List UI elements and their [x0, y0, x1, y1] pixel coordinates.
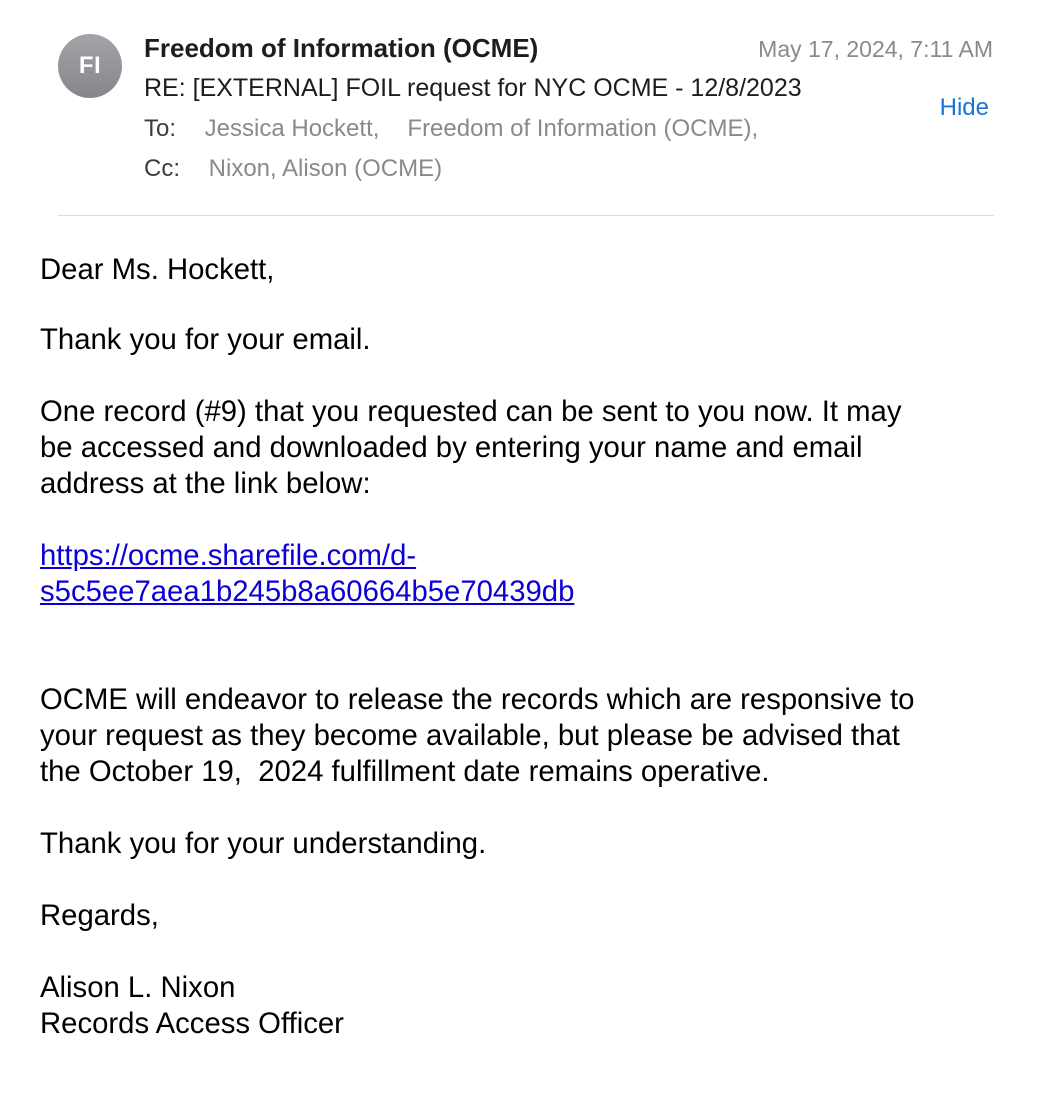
to-row	[144, 115, 758, 143]
signature-name: Alison L. Nixon	[40, 971, 236, 1004]
signature-title: Records Access Officer	[40, 1007, 344, 1040]
message-subject: RE: [EXTERNAL] FOIL request for NYC OCME - 12/8/2023	[144, 74, 802, 102]
release-line: OCME will endeavor to release the records which are responsive to	[40, 683, 915, 716]
signature	[40, 970, 344, 1042]
thanks-line: Thank you for your email.	[40, 323, 371, 356]
cc-label: Cc:	[144, 155, 180, 182]
release-line: your request as they become available, but please be advised that	[40, 719, 900, 752]
to-label: To:	[144, 115, 177, 142]
sharefile-link-paragraph	[40, 538, 574, 610]
to-recipient-jessica-hockett[interactable]: Jessica Hockett,	[204, 115, 380, 142]
understanding-line: Thank you for your understanding.	[40, 827, 487, 860]
record-line: address at the link below:	[40, 467, 371, 500]
release-paragraph	[40, 682, 1005, 790]
message-date: May 17, 2024, 7:11 AM	[758, 36, 993, 62]
to-recipient-foi-ocme[interactable]: Freedom of Information (OCME),	[407, 115, 759, 142]
cc-recipient-alison-nixon[interactable]: Nixon, Alison (OCME)	[208, 155, 443, 182]
message-header	[0, 0, 1048, 218]
record-paragraph	[40, 394, 1005, 502]
avatar-initials: FI	[78, 52, 102, 79]
header-divider	[58, 215, 994, 216]
cc-row	[144, 155, 442, 183]
record-line: One record (#9) that you requested can be sent to you now. It may	[40, 395, 902, 428]
record-line: be accessed and downloaded by entering your name and email	[40, 431, 863, 464]
hide-details-button[interactable]: Hide	[939, 94, 989, 121]
sharefile-link[interactable]: https://ocme.sharefile.com/d-	[40, 539, 417, 572]
greeting: Dear Ms. Hockett,	[40, 253, 275, 286]
sender-avatar	[58, 34, 122, 98]
release-line: the October 19, 2024 fulfillment date remains operative.	[40, 755, 770, 788]
sharefile-link[interactable]: s5c5ee7aea1b245b8a60664b5e70439db	[40, 575, 575, 608]
regards-line: Regards,	[40, 899, 159, 932]
sender-name[interactable]: Freedom of Information (OCME)	[144, 33, 539, 63]
